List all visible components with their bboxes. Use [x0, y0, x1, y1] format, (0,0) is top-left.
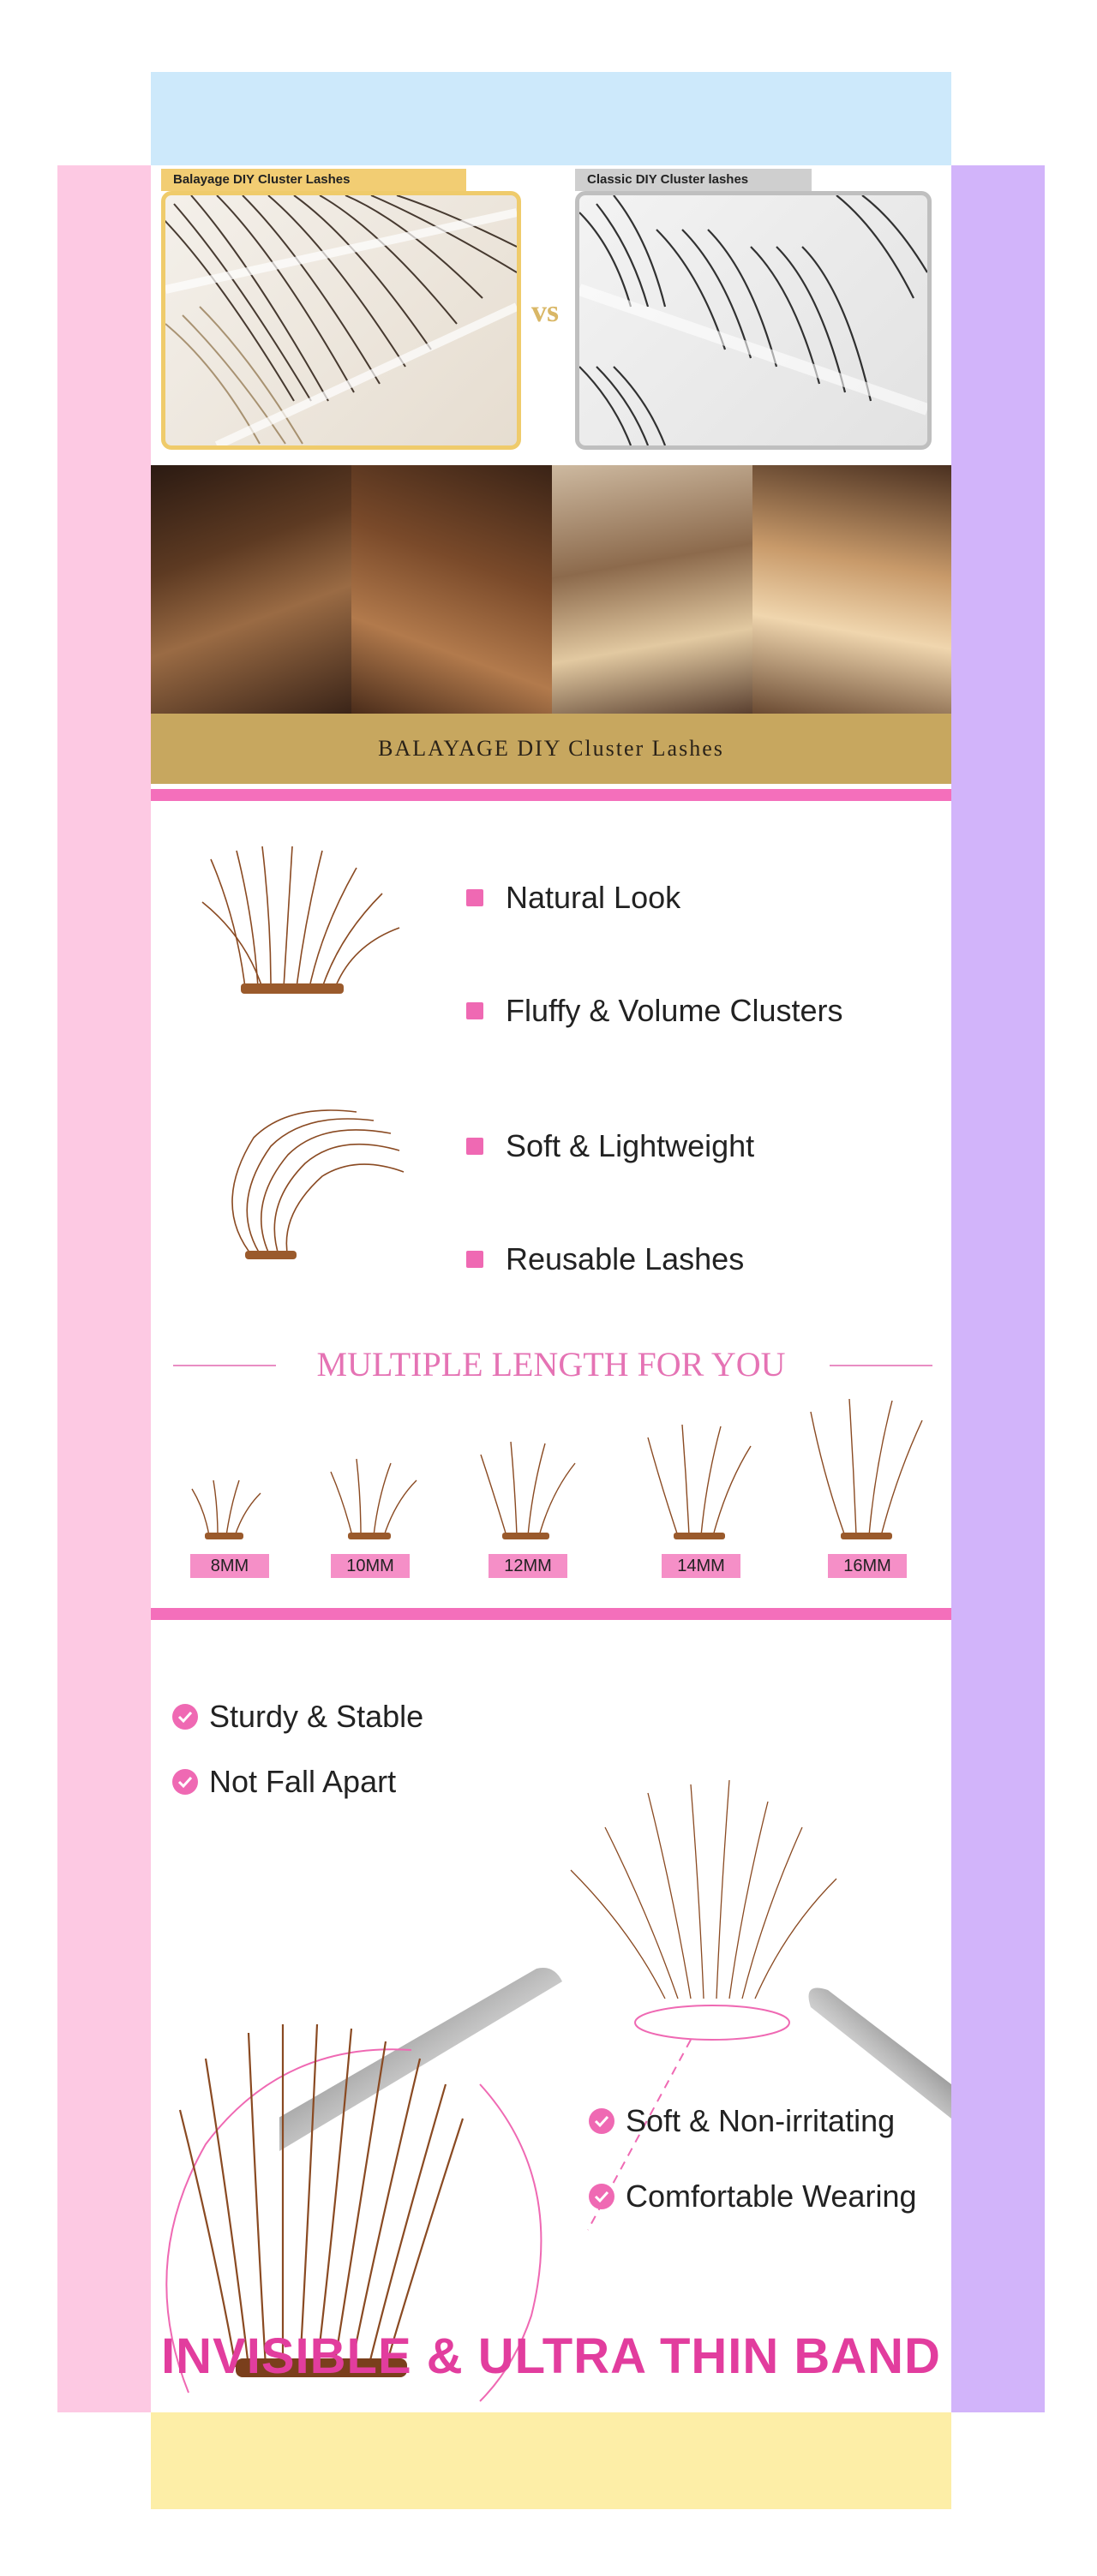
right-color-band [951, 165, 1045, 2412]
lash-8mm-image [183, 1467, 269, 1545]
band-headline: INVISIBLE & ULTRA THIN BAND [161, 2328, 941, 2384]
bullet-square-icon [466, 1251, 483, 1268]
length-label-14mm: 14MM [662, 1554, 740, 1578]
detail-item: Comfortable Wearing [588, 2179, 917, 2214]
classic-lash-photo [575, 191, 932, 450]
check-badge-icon [588, 2183, 615, 2210]
top-color-band [151, 72, 951, 165]
length-label-8mm: 8MM [190, 1554, 269, 1578]
pink-divider [151, 789, 951, 801]
classic-tag: Classic DIY Cluster lashes [575, 169, 812, 191]
balayage-lash-photo [161, 191, 521, 450]
check-badge-icon [171, 1703, 199, 1730]
detail-item: Soft & Non-irritating [588, 2103, 895, 2139]
feature-item: Natural Look [466, 876, 680, 919]
balayage-tag: Balayage DIY Cluster Lashes [161, 169, 466, 191]
bullet-square-icon [466, 1002, 483, 1019]
lash-14mm-image [639, 1416, 759, 1545]
length-label-12mm: 12MM [489, 1554, 567, 1578]
detail-item: Sturdy & Stable [171, 1699, 423, 1735]
bullet-square-icon [466, 889, 483, 906]
lash-10mm-image [322, 1450, 425, 1545]
length-label-16mm: 16MM [828, 1554, 907, 1578]
feature-item: Reusable Lashes [466, 1238, 744, 1281]
length-heading: MULTIPLE LENGTH FOR YOU [316, 1345, 786, 1384]
lash-12mm-image [472, 1433, 584, 1545]
check-badge-icon [171, 1768, 199, 1796]
left-color-band [57, 165, 151, 2412]
detail-item: Not Fall Apart [171, 1764, 396, 1800]
vs-label: vs [531, 294, 559, 328]
check-badge-icon [588, 2107, 615, 2135]
lash-16mm-image [802, 1390, 931, 1545]
hair-photo-1 [151, 465, 351, 714]
hair-photo-2 [351, 465, 552, 714]
bullet-square-icon [466, 1138, 483, 1155]
feature-item: Fluffy & Volume Clusters [466, 989, 843, 1032]
hair-photo-3 [552, 465, 752, 714]
product-infographic [151, 165, 951, 2412]
hair-photo-4 [752, 465, 951, 714]
lash-curl-image [185, 1103, 425, 1275]
bottom-color-band [151, 2412, 951, 2509]
feature-item: Soft & Lightweight [466, 1125, 754, 1168]
pink-divider [151, 1608, 951, 1620]
length-label-10mm: 10MM [331, 1554, 410, 1578]
lash-cluster-image [185, 842, 425, 1013]
banner-title: BALAYAGE DIY Cluster Lashes [378, 736, 724, 761]
